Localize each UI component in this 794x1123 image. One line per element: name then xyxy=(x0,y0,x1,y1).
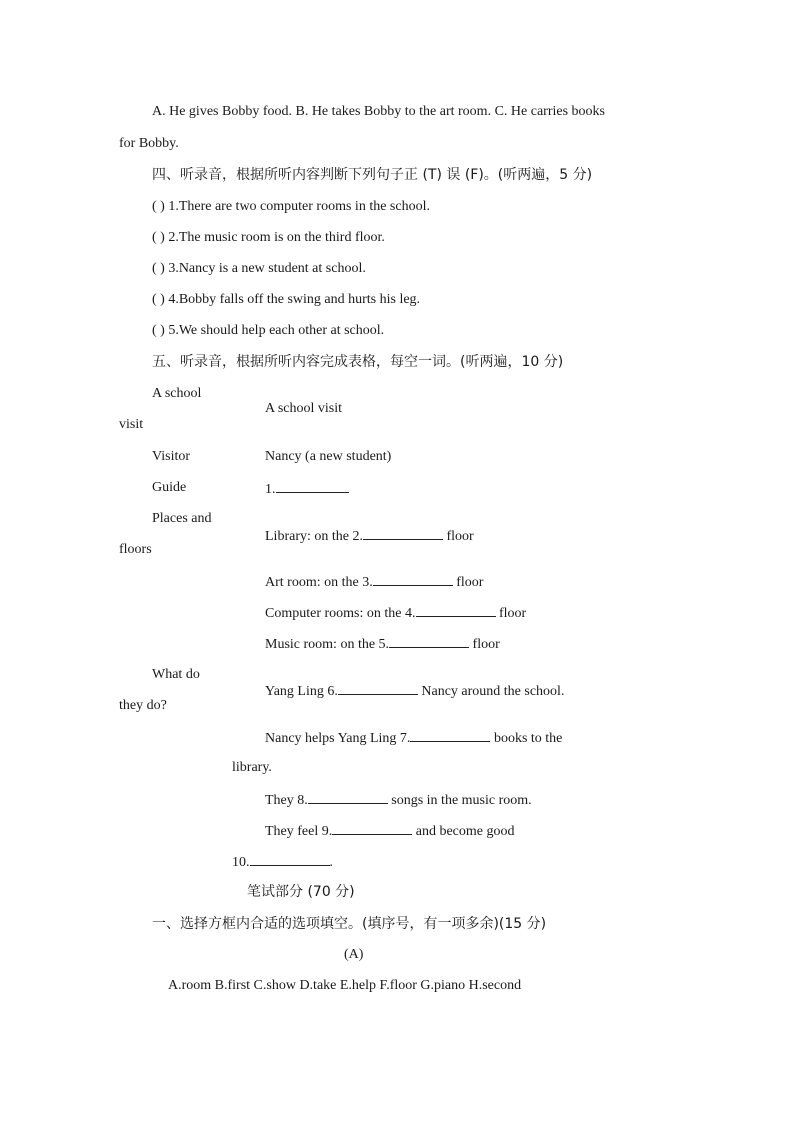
prompt-text: They feel 9. xyxy=(265,824,333,839)
section4-heading: 四、听录音，根据所听内容判断下列句子正 (T) 误 (F)。(听两遍，5 分) xyxy=(152,167,593,183)
judge-item-3: ( ) 3.Nancy is a new student at school. xyxy=(152,261,366,276)
written-q1-heading: 一、选择方框内合适的选项填空。(填序号，有一项多余)(15 分) xyxy=(152,916,547,932)
table-label: floors xyxy=(119,542,152,557)
prompt-text: floor xyxy=(442,529,474,544)
table-label: Places and xyxy=(152,511,212,526)
judge-item-5: ( ) 5.We should help each other at school. xyxy=(152,323,385,338)
answer-blank-10[interactable] xyxy=(250,852,330,866)
table-value: A school visit xyxy=(265,401,343,416)
prompt-text: floor xyxy=(469,637,500,652)
prompt-text: They 8. xyxy=(265,793,308,808)
table-value xyxy=(265,603,526,623)
prompt-text: Library: on the 2. xyxy=(265,529,363,544)
option-line-continued: for Bobby. xyxy=(119,136,179,151)
table-label: A school xyxy=(152,386,202,401)
prompt-text: Art room: on the 3. xyxy=(265,575,373,590)
option-box-line: A.room B.first C.show D.take E.help F.floor G.piano H.second xyxy=(168,978,522,993)
prompt-text: Yang Ling 6. xyxy=(265,684,338,699)
table-value xyxy=(265,526,474,546)
prompt-text: songs in the music room. xyxy=(387,793,532,808)
prompt-text: Nancy around the school. xyxy=(417,684,565,699)
prompt-text: books to the xyxy=(490,731,563,746)
table-label: they do? xyxy=(119,698,167,713)
answer-blank-6[interactable] xyxy=(338,681,418,695)
table-value xyxy=(265,790,532,810)
prompt-text: Computer rooms: on the 4. xyxy=(265,606,416,621)
prompt-text: Music room: on the 5. xyxy=(265,637,390,652)
table-label: visit xyxy=(119,417,144,432)
prompt-text: Nancy helps Yang Ling 7. xyxy=(265,731,411,746)
section5-heading: 五、听录音，根据所听内容完成表格，每空一词。(听两遍，10 分) xyxy=(152,354,564,370)
table-value xyxy=(265,634,500,654)
table-value xyxy=(265,728,562,748)
table-value-continued: library. xyxy=(232,760,272,775)
answer-blank-5[interactable] xyxy=(389,634,469,648)
judge-item-1: ( ) 1.There are two computer rooms in the school. xyxy=(152,199,430,214)
prompt-text: and become good xyxy=(412,824,515,839)
answer-blank-1[interactable] xyxy=(276,479,349,493)
prompt-text: floor xyxy=(452,575,484,590)
answer-blank-3[interactable] xyxy=(373,572,453,586)
answer-blank-8[interactable] xyxy=(308,790,388,804)
table-label: Visitor xyxy=(152,449,191,464)
table-value xyxy=(265,479,349,499)
written-part-heading: 笔试部分 (70 分) xyxy=(247,884,355,900)
table-label: What do xyxy=(152,667,200,682)
table-value: Nancy (a new student) xyxy=(265,449,392,464)
option-line: A. He gives Bobby food. B. He takes Bobby to the art room. C. He carries books xyxy=(152,104,605,119)
table-value xyxy=(265,821,515,841)
prompt-text: floor xyxy=(495,606,527,621)
answer-blank-9[interactable] xyxy=(332,821,412,835)
prompt-text: . xyxy=(329,855,333,870)
table-label: Guide xyxy=(152,480,187,495)
blank-number: 10. xyxy=(232,855,250,870)
table-value xyxy=(265,572,483,592)
table-value-continued xyxy=(232,852,333,872)
answer-blank-7[interactable] xyxy=(410,728,490,742)
answer-blank-2[interactable] xyxy=(363,526,443,540)
judge-item-4: ( ) 4.Bobby falls off the swing and hurts his leg. xyxy=(152,292,421,307)
subsection-label: (A) xyxy=(344,947,364,962)
table-value xyxy=(265,681,564,701)
blank-number: 1. xyxy=(265,482,276,497)
judge-item-2: ( ) 2.The music room is on the third floor. xyxy=(152,230,385,245)
answer-blank-4[interactable] xyxy=(416,603,496,617)
